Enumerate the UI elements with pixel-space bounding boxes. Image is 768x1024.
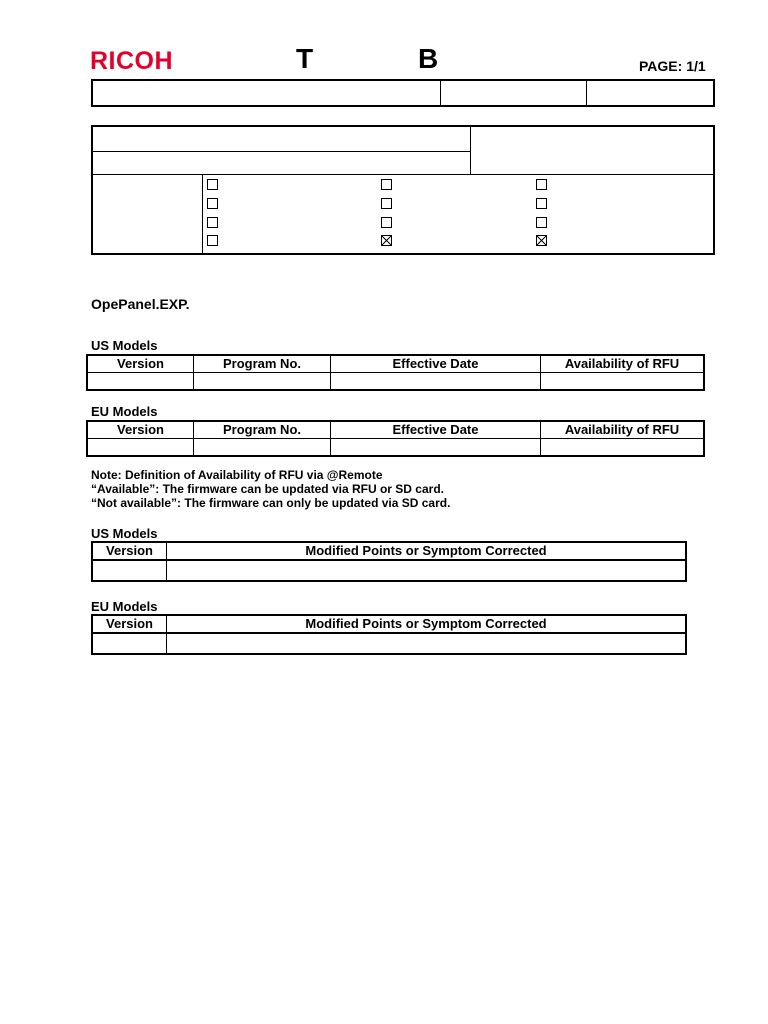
title-letter-t: T [296,43,314,74]
us-models-heading: US Models [91,338,158,353]
checkbox-icon[interactable] [536,198,547,209]
column-header: Version [92,542,167,560]
header-field-divider [586,81,587,105]
checkbox-icon[interactable] [381,198,392,209]
eu-models-heading: EU Models [91,404,158,419]
column-header: Availability of RFU [541,355,705,373]
info-row-divider [93,151,470,152]
table-cell [541,373,705,391]
table-header-row [92,615,686,633]
rfu-note [91,468,450,510]
table-row [87,373,704,391]
header-field-divider [440,81,441,105]
table-row [92,560,686,581]
header-field-bar [91,79,715,107]
info-col-divider [202,174,203,253]
checked-checkbox-icon[interactable] [536,235,547,246]
table-header-row [87,421,704,439]
checkbox-icon[interactable] [207,198,218,209]
note-line: Note: Definition of Availability of RFU via @Remote [91,468,383,482]
table-header-row [92,542,686,560]
us-models-heading: US Models [91,526,158,541]
column-header: Program No. [194,355,331,373]
column-header: Effective Date [331,355,541,373]
eu-program-table [86,420,705,457]
column-header: Effective Date [331,421,541,439]
checkbox-icon[interactable] [207,235,218,246]
table-cell [87,373,194,391]
table-cell [167,560,687,581]
table-cell [92,633,167,654]
column-header: Availability of RFU [541,421,705,439]
title-letter-b: B [418,43,439,74]
info-box [91,125,715,255]
checkbox-icon[interactable] [207,217,218,228]
table-cell [87,439,194,457]
table-cell [167,633,687,654]
table-cell [194,439,331,457]
table-cell [92,560,167,581]
note-line: “Not available”: The firmware can only be updated via SD card. [91,496,451,510]
checkbox-icon[interactable] [207,179,218,190]
column-header: Version [87,355,194,373]
us-modification-table [91,541,687,582]
checkbox-icon[interactable] [381,179,392,190]
eu-modification-table [91,614,687,655]
checkbox-icon[interactable] [381,217,392,228]
column-header: Modified Points or Symptom Corrected [167,615,687,633]
checked-checkbox-icon[interactable] [381,235,392,246]
table-cell [194,373,331,391]
document-title: OpePanel.EXP. [91,296,190,312]
table-cell [331,373,541,391]
table-row [92,633,686,654]
note-line: “Available”: The firmware can be updated via RFU or SD card. [91,482,444,496]
ricoh-logo: RICOH [90,47,174,75]
column-header: Version [87,421,194,439]
us-program-table [86,354,705,391]
table-row [87,439,704,457]
info-col-divider [470,127,471,174]
column-header: Modified Points or Symptom Corrected [167,542,687,560]
table-cell [541,439,705,457]
column-header: Version [92,615,167,633]
checkbox-icon[interactable] [536,217,547,228]
table-cell [331,439,541,457]
page-number: PAGE: 1/1 [639,58,706,74]
table-header-row [87,355,704,373]
checkbox-icon[interactable] [536,179,547,190]
column-header: Program No. [194,421,331,439]
eu-models-heading: EU Models [91,599,158,614]
info-row-divider [93,174,713,175]
